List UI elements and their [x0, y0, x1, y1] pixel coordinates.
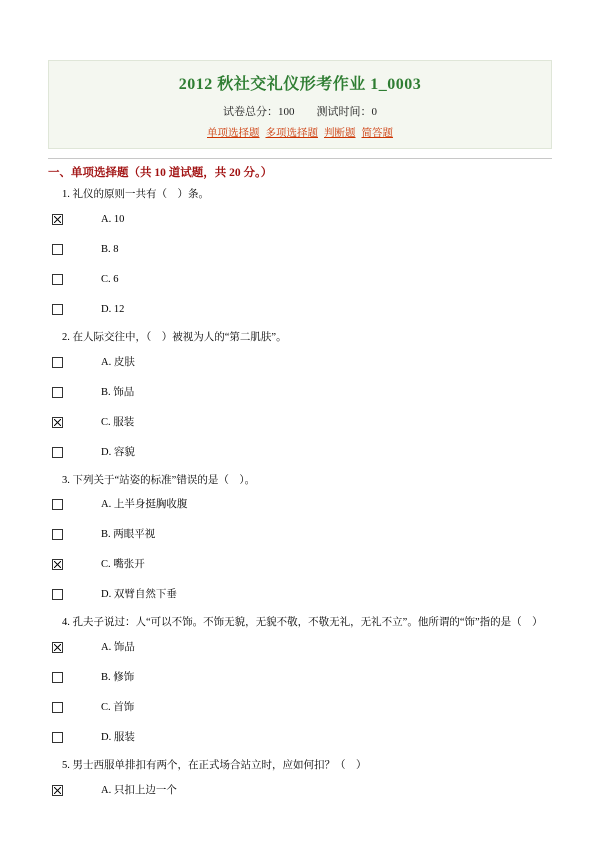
checkbox-icon[interactable] [52, 732, 63, 743]
option-label: C. 6 [101, 273, 119, 285]
section-title: 一、单项选择题（共 10 道试题，共 20 分。） [48, 158, 552, 180]
total-score-label: 试卷总分： [223, 106, 278, 118]
checkbox-icon[interactable] [52, 357, 63, 368]
option-row[interactable] [48, 301, 552, 323]
checkbox-icon[interactable] [52, 499, 63, 510]
option-row[interactable] [48, 639, 552, 661]
question-text: 1. 礼仪的原则一共有（ ）条。 [62, 189, 209, 200]
option-label: D. 容貌 [101, 446, 135, 458]
link-single-choice[interactable]: 单项选择题 [207, 128, 260, 139]
option-label: B. 8 [101, 243, 119, 255]
option-row[interactable] [48, 556, 552, 578]
option-row[interactable] [48, 384, 552, 406]
option-row[interactable] [48, 729, 552, 751]
checkbox-icon[interactable] [52, 529, 63, 540]
checkbox-icon[interactable] [52, 642, 63, 653]
test-time-value: 0 [371, 106, 377, 118]
question-text: 4. 孔夫子说过：人“可以不饰。不饰无貌，无貌不敬，不敬无礼，无礼不立”。他所谓的“饰”指的是（ ） [62, 617, 543, 629]
total-score-value: 100 [278, 106, 295, 118]
page-title: 2012 秋社交礼仪形考作业 1_0003 [178, 76, 422, 93]
option-label: D. 服装 [101, 732, 135, 743]
question-list [48, 187, 552, 804]
option-row[interactable] [48, 414, 552, 436]
option-label: D. 12 [101, 303, 125, 315]
link-short-answer[interactable]: 简答题 [361, 128, 393, 139]
link-multiple-choice[interactable]: 多项选择题 [265, 128, 318, 139]
checkbox-icon[interactable] [52, 274, 63, 285]
option-label: B. 饰品 [101, 386, 135, 398]
section-links [55, 125, 545, 140]
option-row[interactable] [48, 271, 552, 293]
checkbox-icon[interactable] [52, 702, 63, 713]
option-label: C. 首饰 [101, 702, 135, 713]
test-time-label: 测试时间： [316, 106, 372, 118]
option-label: D. 双臂自然下垂 [101, 589, 177, 601]
checkbox-icon[interactable] [52, 304, 63, 315]
option-row[interactable] [48, 241, 552, 263]
option-label: A. 上半身挺胸收腹 [101, 499, 188, 511]
checkbox-icon[interactable] [52, 387, 63, 398]
checkbox-icon[interactable] [52, 589, 63, 600]
option-label: A. 饰品 [101, 642, 135, 653]
option-row[interactable] [48, 586, 552, 608]
checkbox-icon[interactable] [52, 785, 63, 796]
option-label: B. 两眼平视 [101, 529, 156, 541]
option-row[interactable] [48, 526, 552, 548]
option-row[interactable] [48, 496, 552, 518]
checkbox-icon[interactable] [52, 214, 63, 225]
checkbox-icon[interactable] [52, 672, 63, 683]
link-true-false[interactable]: 判断题 [324, 128, 356, 139]
option-row[interactable] [48, 669, 552, 691]
exam-header [48, 60, 552, 149]
checkbox-icon[interactable] [52, 417, 63, 428]
question-text: 2. 在人际交往中，（ ）被视为人的“第二肌肤”。 [62, 331, 287, 343]
exam-meta [55, 103, 545, 119]
option-row[interactable] [48, 354, 552, 376]
question-text: 5. 男士西服单排扣有两个，在正式场合站立时，应如何扣？（ ） [62, 760, 367, 771]
option-row[interactable] [48, 211, 552, 233]
option-label: C. 服装 [101, 416, 135, 428]
option-row[interactable] [48, 782, 552, 804]
option-label: A. 皮肤 [101, 356, 135, 368]
option-label: A. 只扣上边一个 [101, 784, 177, 796]
checkbox-icon[interactable] [52, 244, 63, 255]
option-label: B. 修饰 [101, 672, 135, 683]
option-label: A. 10 [101, 213, 125, 225]
question-text: 3. 下列关于“站姿的标准”错误的是（ ）。 [62, 474, 256, 486]
option-row[interactable] [48, 699, 552, 721]
option-label: C. 嘴张开 [101, 559, 145, 571]
checkbox-icon[interactable] [52, 447, 63, 458]
checkbox-icon[interactable] [52, 559, 63, 570]
option-row[interactable] [48, 444, 552, 466]
